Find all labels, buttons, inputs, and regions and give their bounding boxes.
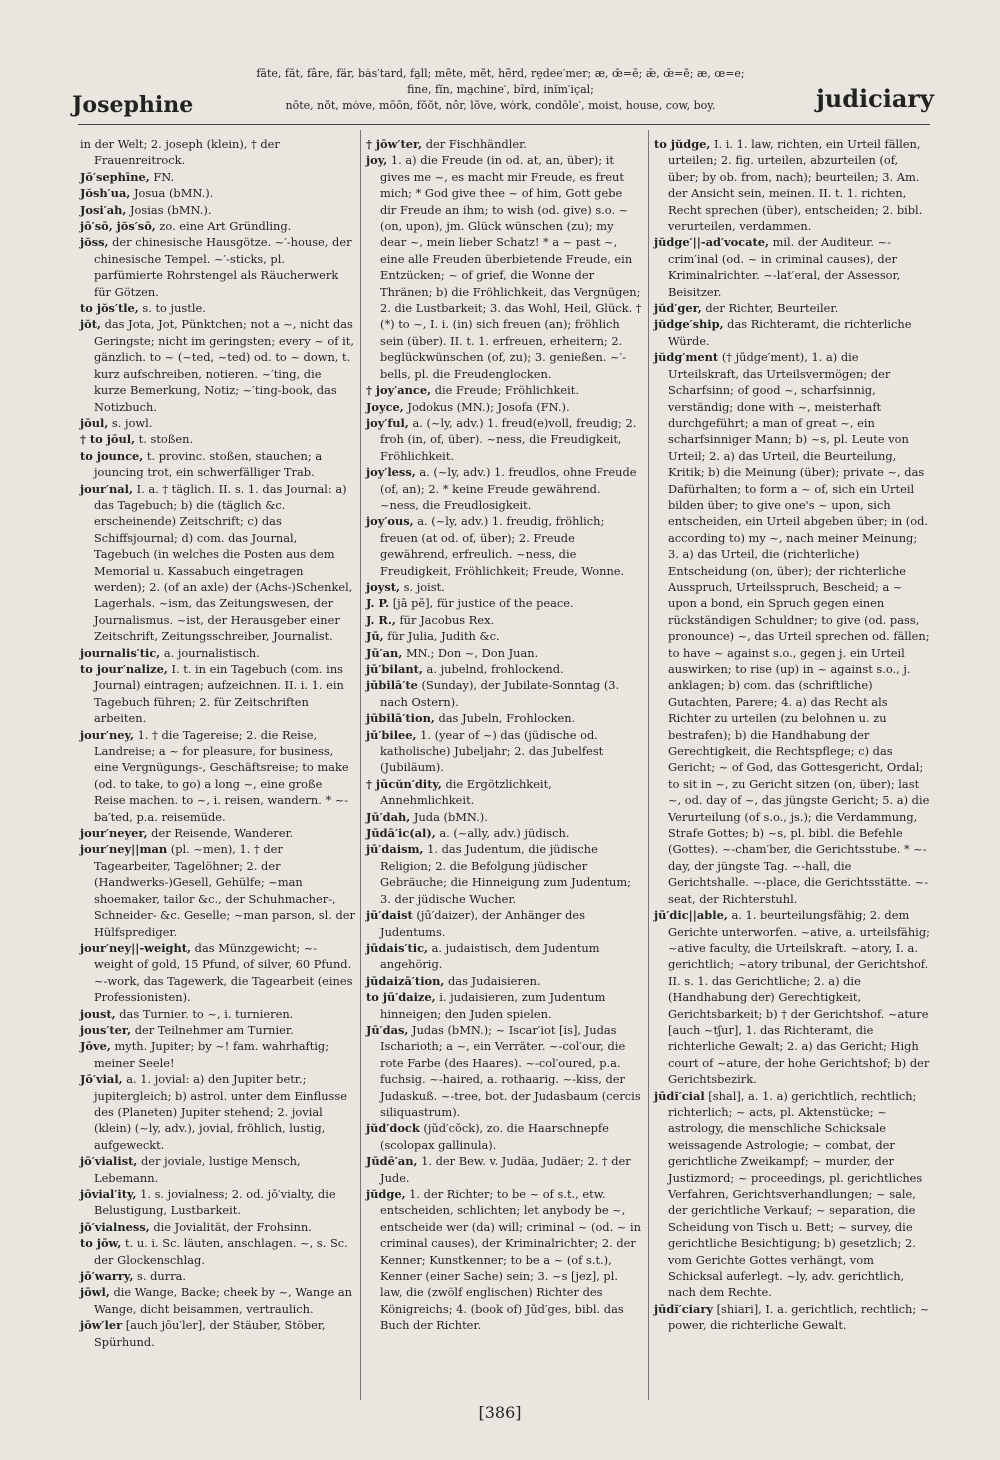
definition: I. i. 1. law, richten, ein Urteil fällen, urteilen; 2. fig. urteilen, abzurteilen (of, über; by ob. from, nach); beurteilen; 3. Am. der Ansicht sein, meinen. II. t. 1. richten, Recht sprechen (über), entscheiden; 2. bibl. verurteilen, verdammen. <box>668 137 923 234</box>
dictionary-entry <box>80 1038 356 1071</box>
dictionary-entry <box>80 481 356 645</box>
dictionary-entry <box>80 316 356 414</box>
definition: für Julia, Judith &c. <box>387 629 500 644</box>
pronunciation-key <box>228 66 773 114</box>
dictionary-entry <box>366 415 642 464</box>
dictionary-entry <box>366 776 642 809</box>
headword: journalis′tic, <box>80 645 161 660</box>
headword: jour′ney, <box>80 727 135 742</box>
definition: 1. a) die Freude (in od. at, an, über); it gives me ~, es macht mir Freude, es freut mich; * God give thee ~ of him, Gott gebe dir Freude an ihm; to wish (od. give) s.o. ~ (on, upon), jm. Glück wünschen (zu); my dear ~, mein lieber Schatz! * a ~ past ~, eine alle Freuden überbietende Freude, ein Entzücken; ~ of grief, die Wonne der Thränen; b) die Fröhlichkeit, das Vergnügen; 2. die Lustbarkeit; 3. das Wohl, Heil, Glück. † (*) to ~, I. i. (in) sich freuen (an); fröhlich sein (über). II. t. 1. erfreuen, erheitern; 2. beglückwünschen (of, zu); 3. genießen. ~′-bells, pl. die Freudenglocken. <box>380 153 642 381</box>
definition: s. joist. <box>403 579 445 594</box>
dictionary-entry <box>80 727 356 825</box>
headword: to jŏs′tle, <box>80 301 139 316</box>
dictionary-entry <box>654 1301 930 1334</box>
dictionary-entry <box>366 940 642 973</box>
definition: die Jovialität, der Frohsinn. <box>153 1219 312 1234</box>
headword: jōwl, <box>80 1285 110 1300</box>
column-1 <box>80 136 356 1350</box>
dictionary-entry <box>80 136 356 169</box>
dictionary-entry <box>80 185 356 201</box>
dictionary-entry <box>366 677 642 710</box>
headword: † jōw′ter, <box>366 137 423 151</box>
definition: die Freude; Fröhlichkeit. <box>434 383 579 398</box>
headword: joy, <box>366 153 388 168</box>
headword: Jō′sephīne, <box>80 169 150 184</box>
dictionary-entry <box>80 1317 356 1350</box>
definition: s. durra. <box>137 1269 187 1284</box>
headword: jŏt, <box>80 317 101 332</box>
pronunciation-line: fine, fĭn, ma̤chine′, bĩrd, inĭm′ic̨al; <box>407 83 594 96</box>
headword: J. P. <box>366 596 390 611</box>
headword: joy′ous, <box>366 514 414 529</box>
definition: das Jota, Jot, Pünktchen; not a ~, nicht das Geringste; nicht im geringsten; every ~ of it, gänzlich. to ~ (~ted, ~ted) od. to ~ down, t. kurz aufschreiben, notieren. ~′ting, die kurze Bemerkung, Notiz; ~′ting-book, das Notizbuch. <box>94 317 354 414</box>
definition: Josias (bMN.). <box>129 202 212 217</box>
definition: mil. der Auditeur. ~-crim′inal (od. ~ in criminal causes), der Kriminalrichter. ~-lat′eral, der Assessor, Beisitzer. <box>668 235 901 299</box>
definition: der joviale, lustige Mensch, Lebemann. <box>94 1154 301 1185</box>
dictionary-entry <box>80 169 356 185</box>
definition: [jā pē], für justice of the peace. <box>392 596 574 611</box>
headword: Joyce, <box>366 399 404 414</box>
dictionary-entry <box>654 136 930 234</box>
dictionary-entry <box>366 661 642 677</box>
definition: 1. s. jovialness; 2. od. jō′vialty, die Belustigung, Lustbarkeit. <box>94 1187 336 1218</box>
header-rule <box>78 124 930 125</box>
definition: I. a. † täglich. II. s. 1. das Journal: a) das Tagebuch; b) die (täglich &c. erscheinende) Zeitschrift; c) das Schiffsjournal; d) com. das Journal, Tagebuch (in welches die Posten aus dem Memorial u. Kassabuch eingetragen werden); 2. (of an axle) der (Achs-)Schenkel, Lagerhals. ~ism, das Zeitungswesen, der Journalismus. ~ist, der Herausgeber einer Zeitschrift, Zeitungsschreiber, Journalist. <box>94 481 353 644</box>
definition: s. jowl. <box>111 415 153 430</box>
dictionary-entry <box>366 399 642 415</box>
definition: Josua (bMN.). <box>133 186 214 201</box>
headword: Josi′ah, <box>80 202 127 217</box>
definition: der Richter, Beurteiler. <box>705 301 839 316</box>
definition: [shiari], I. a. gerichtlich, rechtlich; ~ power, die richterliche Gewalt. <box>668 1301 930 1333</box>
page-number: [386] <box>478 1403 522 1422</box>
headword: to jū′daize, <box>366 990 436 1005</box>
definition: FN. <box>153 169 175 184</box>
column-divider <box>648 130 649 1400</box>
headword: jū′daism, <box>366 842 424 857</box>
definition: Judas (bMN.); ~ Iscar′iot [is], Judas Ischarioth; a ~, ein Verräter. ~-col′our, die rote Farbe (des Haares). ~-col′oured, p.a. fuchsig. ~-haired, a. rothaarig. ~-kiss, der Judaskuß. ~-tree, bot. der Judasbaum (cercis siliquastrum). <box>380 1022 641 1119</box>
headword: Jū′dah, <box>366 809 411 824</box>
dictionary-entry <box>366 595 642 611</box>
definition: a. (~ly, adv.) 1. freud(e)voll, freudig; 2. froh (in, of, über). ~ness, die Freudigkeit, Fröhlichkeit. <box>380 415 637 463</box>
headword: jōw′ler <box>80 1318 123 1333</box>
headword: jū′bilant, <box>366 662 423 676</box>
headword: † joy′ance, <box>366 383 432 398</box>
dictionary-entry <box>80 448 356 481</box>
definition: 1. der Richter; to be ~ of s.t., etw. entscheiden, schlichten; let anybody be ~, entscheide wer (da) will; criminal ~ (od. ~ in criminal causes), der Kriminalrichter; 2. der Kenner; Kunstkenner; to be a ~ (of s.t.), Kenner (einer Sache) sein; 3. ~s [jez], pl. law, die (zwölf englischen) Richter des Königreichs; 4. (book of) Jŭd′ges, bibl. das Buch der Richter. <box>380 1187 641 1333</box>
dictionary-entry <box>80 415 356 431</box>
dictionary-entry <box>80 1071 356 1153</box>
definition: a. journalistisch. <box>163 645 260 660</box>
dictionary-entry <box>80 1284 356 1317</box>
definition: das Richteramt, die richterliche Würde. <box>668 317 912 348</box>
headword: Jō′vial, <box>80 1072 123 1087</box>
headword: jō′vialness, <box>80 1219 150 1234</box>
running-head-left: Josephine <box>72 92 194 118</box>
definition: zo. eine Art Gründling. <box>159 219 292 234</box>
definition: das Jubeln, Frohlocken. <box>438 711 576 726</box>
column-3 <box>654 136 930 1334</box>
headword: jour′ney||man <box>80 842 168 857</box>
definition: 1. (year of ~) das (jüdische od. katholische) Jubeljahr; 2. das Jubelfest (Jubiläum). <box>380 727 604 775</box>
definition: t. provinc. stoßen, stauchen; a jouncing trot, ein schwerfälliger Trab. <box>94 448 323 480</box>
headword: Jūdā′ic(al), <box>366 826 436 841</box>
headword: J. R., <box>366 612 396 627</box>
dictionary-entry <box>366 628 642 644</box>
definition: das Turnier. to ~, i. turnieren. <box>119 1006 294 1021</box>
definition: Jodokus (MN.); Josofa (FN.). <box>407 399 570 414</box>
dictionary-entry <box>80 1268 356 1284</box>
definition: († jŭdge′ment), 1. a) die Urteilskraft, das Urteilsvermögen; der Scharfsinn; of good ~, scharfsinnig, verständig; done with ~, meisterhaft durchgeführt; a man of great ~, ein scharfsinniger Mann; b) ~s, pl. Leute von Urteil; 2. a) das Urteil, die Beurteilung, Kritik; b) die Meinung (über); private ~, das Dafürhalten; to form a ~ of, sich ein Urteil bilden über; to give one's ~ upon, sich entscheiden, ein Urteil abgeben über; in (od. according to) my ~, nach meiner Meinung; 3. a) das Urteil, die (richterliche) Entscheidung (on, über); der richterliche Ausspruch, Urteilsspruch, Bescheid; a ~ upon a bond, ein Spruch gegen einen rückständigen Schuldner; to give (od. pass, pronounce) ~, das Urteil sprechen od. fällen; to have ~ against s.o., gegen j. ein Urteil auswirken; to rise (up) in ~ against s.o., j. anklagen; b) com. das (schriftliche) Gutachten, Parere; 4. a) das Recht als Richter zu urteilen (zu belohnen u. zu bestrafen); b) die Handhabung der Gerechtigkeit, die Rechtspflege; c) das Gericht; ~ of God, das Gottesgericht, Ordal; to sit in ~, zu Gericht sitzen (on, über); last ~, od. day of ~, das jüngste Gericht; 5. a) die Verurteilung (of s.o., js.); die Verdammung, Strafe Gottes; b) ~s, pl. bibl. die Befehle (Gottes). ~-cham′ber, die Gerichtsstube. * ~-day, der jüngste Tag. ~-hall, die Gerichtshalle. ~-place, die Gerichtsstätte. ~-seat, der Richterstuhl. <box>668 350 930 906</box>
headword: Jūdē′an, <box>366 1154 418 1169</box>
column-2 <box>366 136 642 1334</box>
headword: jō′sō, jŏs′sō, <box>80 219 156 234</box>
dictionary-entry <box>654 234 930 300</box>
headword: jŭdge′ship, <box>654 317 724 332</box>
definition: 1. der Bew. v. Judäa, Judäer; 2. † der Jude. <box>380 1154 631 1185</box>
dictionary-entry <box>80 645 356 661</box>
definition: der Teilnehmer am Turnier. <box>134 1022 294 1037</box>
dictionary-entry <box>366 841 642 907</box>
definition: a. judaistisch, dem Judentum angehörig. <box>380 940 600 972</box>
dictionary-entry <box>80 1006 356 1022</box>
definition: die Ergötzlichkeit, Annehmlichkeit. <box>380 776 552 808</box>
headword: to jōw, <box>80 1236 122 1251</box>
headword: jūbilā′te <box>366 678 418 693</box>
dictionary-entry <box>80 825 356 841</box>
dictionary-entry <box>366 1120 642 1153</box>
definition: der Reisende, Wanderer. <box>151 826 294 841</box>
definition: MN.; Don ~, Don Juan. <box>405 645 539 660</box>
headword: jō′warry, <box>80 1269 134 1284</box>
headword: jō′vialist, <box>80 1154 138 1169</box>
headword: jŭdge′||-ad′vocate, <box>654 235 769 250</box>
definition: t. stoßen. <box>138 432 194 447</box>
definition: i. judaisieren, zum Judentum hinneigen; den Juden spielen. <box>380 990 606 1021</box>
headword: jūbilā′tion, <box>366 711 435 726</box>
dictionary-entry <box>80 300 356 316</box>
dictionary-entry <box>366 809 642 825</box>
headword: jūdĭ′cial <box>654 1088 705 1103</box>
dictionary-entry <box>366 464 642 513</box>
dictionary-entry <box>654 300 930 316</box>
headword: Jū′an, <box>366 645 403 660</box>
dictionary-entry <box>654 316 930 349</box>
definition: (pl. ~men), 1. † der Tagearbeiter, Tagelöhner; 2. der (Handwerks-)Gesell, Gehülfe; ~man shoemaker, tailor &c., der Schuhmacher-, Schneider- &c. Geselle; ~man parson, sl. der Hülfsprediger. <box>94 842 355 939</box>
definition: (jŭd′cŏck), zo. die Haarschnepfe (scolopax gallinula). <box>380 1121 609 1152</box>
definition: die Wange, Backe; cheek by ~, Wange an Wange, dicht beisammen, vertraulich. <box>94 1285 352 1316</box>
headword: to jour′nalize, <box>80 662 168 676</box>
dictionary-entry <box>654 1088 930 1301</box>
headword: jous′ter, <box>80 1022 132 1037</box>
headword: † jūcŭn′dity, <box>366 776 442 791</box>
dictionary-entry <box>366 152 642 382</box>
dictionary-entry <box>80 1153 356 1186</box>
dictionary-entry <box>80 1219 356 1235</box>
dictionary-entry <box>366 1022 642 1120</box>
definition: a. jubelnd, frohlockend. <box>426 662 564 676</box>
column-divider <box>360 130 361 1400</box>
definition: für Jacobus Rex. <box>399 612 495 627</box>
dictionary-entry <box>80 218 356 234</box>
dictionary-entry <box>80 940 356 1006</box>
definition: [shal], a. 1. a) gerichtlich, rechtlich; richterlich; ~ acts, pl. Aktenstücke; ~ astrology, die menschliche Schicksale weissagende Astrologie; ~ combat, der gerichtliche Zweikampf; ~ murder, der Justizmord; ~ proceedings, pl. gerichtliches Verfahren, Gerichtsverhandlungen; ~ sale, der gerichtliche Verkauf; ~ separation, die Scheidung von Tisch u. Bett; ~ survey, die gerichtliche Besichtigung; b) gesetzlich; 2. vom Gerichte Gottes verhängt, vom Schicksal auferlegt. ~ly, adv. gerichtlich, nach dem Rechte. <box>668 1088 923 1300</box>
dictionary-entry <box>366 1186 642 1334</box>
definition: a. (~ly, adv.) 1. freudlos, ohne Freude (of, an); 2. * keine Freude gewährend. ~ness, die Freudlosigkeit. <box>380 465 637 512</box>
dictionary-entry <box>80 1022 356 1038</box>
headword: jŭd′ger, <box>654 301 702 316</box>
dictionary-entry <box>80 234 356 300</box>
headword: jū′daist <box>366 908 413 923</box>
headword: jour′neyer, <box>80 826 148 841</box>
definition: das Münzgewicht; ~-weight of gold, 15 Pfund, of silver, 60 Pfund. ~-work, das Tagewerk, die Tagearbeit (eines Professionisten). <box>94 940 353 1005</box>
headword: Jōve, <box>80 1039 111 1054</box>
dictionary-entry <box>80 202 356 218</box>
dictionary-entry <box>366 727 642 776</box>
headword: jŭdge, <box>366 1187 406 1201</box>
definition: (jū′daizer), der Anhänger des Judentums. <box>380 908 585 939</box>
dictionary-entry <box>366 513 642 579</box>
definition: a. 1. beurteilungsfähig; 2. dem Gerichte unterworfen. ~ative, a. urteilsfähig; ~ative faculty, die Urteilskraft. ~atory, I. a. gerichtlich; ~atory tribunal, der Gerichtshof. II. s. 1. das Gerichtliche; 2. a) die (Handhabung der) Gerechtigkeit, Gerichtsbarkeit; b) † der Gerichtshof. ~ature [auch ~tʃur], 1. das Richteramt, die richterliche Gewalt; 2. a) das Gericht; High court of ~ature, der hohe Gerichtshof; b) der Gerichtsbezirk. <box>668 908 930 1087</box>
definition: 1. das Judentum, die jüdische Religion; 2. die Befolgung jüdischer Gebräuche; die Hinneigung zum Judentum; 3. der jüdische Wucher. <box>380 842 632 906</box>
dictionary-entry <box>366 710 642 726</box>
dictionary-entry <box>366 136 642 152</box>
dictionary-entry <box>366 382 642 398</box>
dictionary-entry <box>366 973 642 989</box>
headword: jūdĭ′ciary <box>654 1301 713 1316</box>
dictionary-entry <box>366 907 642 940</box>
dictionary-entry <box>80 1235 356 1268</box>
definition: der Fischhändler. <box>425 137 527 151</box>
dictionary-entry <box>80 1186 356 1219</box>
headword: jūdais′tic, <box>366 940 428 955</box>
headword: jūdaizā′tion, <box>366 973 445 988</box>
headword: jour′ney||-weight, <box>80 940 192 955</box>
pronunciation-line: nōte, nŏt, mȯve, mōōn, fŏŏt, nôr, lŏve, wȯrk, condōle′, moist, house, cow, boy. <box>285 99 716 112</box>
headword: jŭdg′ment <box>654 350 719 365</box>
definition: s. to justle. <box>142 301 206 316</box>
headword: to jŭdge, <box>654 137 711 151</box>
dictionary-entry <box>366 579 642 595</box>
definition: myth. Jupiter; by ~! fam. wahrhaftig; meiner Seele! <box>94 1039 330 1070</box>
definition: t. u. i. Sc. läuten, anschlagen. ~, s. Sc. der Glockenschlag. <box>94 1236 348 1267</box>
dictionary-entry <box>80 431 356 447</box>
headword: jū′bilee, <box>366 727 417 742</box>
headword: jour′nal, <box>80 481 133 496</box>
definition: [auch jōu′ler], der Stäuber, Stöber, Spürhund. <box>94 1318 326 1349</box>
headword: jŭd′dock <box>366 1121 420 1136</box>
dictionary-entry <box>366 645 642 661</box>
definition: a. (~ly, adv.) 1. freudig, fröhlich; freuen (at od. of, über); 2. Freude gewährend, erfreulich. ~ness, die Freudigkeit, Fröhlichkeit; Freude, Wonne. <box>380 514 625 578</box>
dictionary-entry <box>366 825 642 841</box>
definition: a. 1. jovial: a) den Jupiter betr.; jupitergleich; b) astrol. unter dem Einflusse des (Planeten) Jupiter stehend; 2. jovial (klein) (~ly, adv.), jovial, fröhlich, lustig, aufgeweckt. <box>94 1072 347 1152</box>
headword: joust, <box>80 1006 116 1021</box>
dictionary-entry <box>366 612 642 628</box>
headword: jōul, <box>80 415 109 430</box>
dictionary-entry <box>80 661 356 727</box>
headword: jū′dic||able, <box>654 908 728 923</box>
definition: a. (~ally, adv.) jüdisch. <box>439 826 570 841</box>
dictionary-entry <box>366 1153 642 1186</box>
definition: 1. † die Tagereise; 2. die Reise, Landreise; a ~ for pleasure, for business, eine Vergnügungs-, Geschäftsreise; to make (od. to take, to go) a long ~, eine große Reise machen. to ~, i. reisen, wandern. * ~-ba′ted, p.a. reisemüde. <box>94 727 349 824</box>
pronunciation-line: fāte, făt, fâre, fär, bȧs′tard, fa̤ll; mēte, mĕt, hẽrd, re̤dee′mer; æ, œ̄=ē; æ̆, œ̆=ĕ; æ, œ=e; <box>256 67 745 80</box>
definition: in der Welt; 2. joseph (klein), † der Frauenreitrock. <box>80 137 280 168</box>
definition: I. t. in ein Tagebuch (com. ins Journal) eintragen; aufzeichnen. II. i. 1. ein Tagebuch führen; 2. für Zeitschriften arbeiten. <box>94 662 344 726</box>
headword: joy′ful, <box>366 415 409 430</box>
dictionary-entry <box>366 989 642 1022</box>
dictionary-entry <box>654 349 930 907</box>
headword: Jū, <box>366 629 384 644</box>
headword: joyst, <box>366 579 400 594</box>
headword: jŏss, <box>80 235 109 250</box>
headword: Jū′das, <box>366 1022 409 1037</box>
headword: to jounce, <box>80 448 144 463</box>
headword: Jŏsh′ua, <box>80 186 131 201</box>
definition: (Sunday), der Jubilate-Sonntag (3. nach Ostern). <box>380 678 620 709</box>
definition: der chinesische Hausgötze. ~′-house, der chinesische Tempel. ~′-sticks, pl. parfümierte Rohrstengel als Räucherwerk für Götzen. <box>94 235 352 299</box>
dictionary-entry <box>80 841 356 939</box>
headword: jōvial′ity, <box>80 1187 137 1201</box>
headword: joy′less, <box>366 465 416 480</box>
definition: das Judaisieren. <box>448 973 541 988</box>
headword: † to jōul, <box>80 432 136 447</box>
dictionary-entry <box>654 907 930 1087</box>
running-head-right: judiciary <box>816 84 934 113</box>
definition: Juda (bMN.). <box>413 809 488 824</box>
